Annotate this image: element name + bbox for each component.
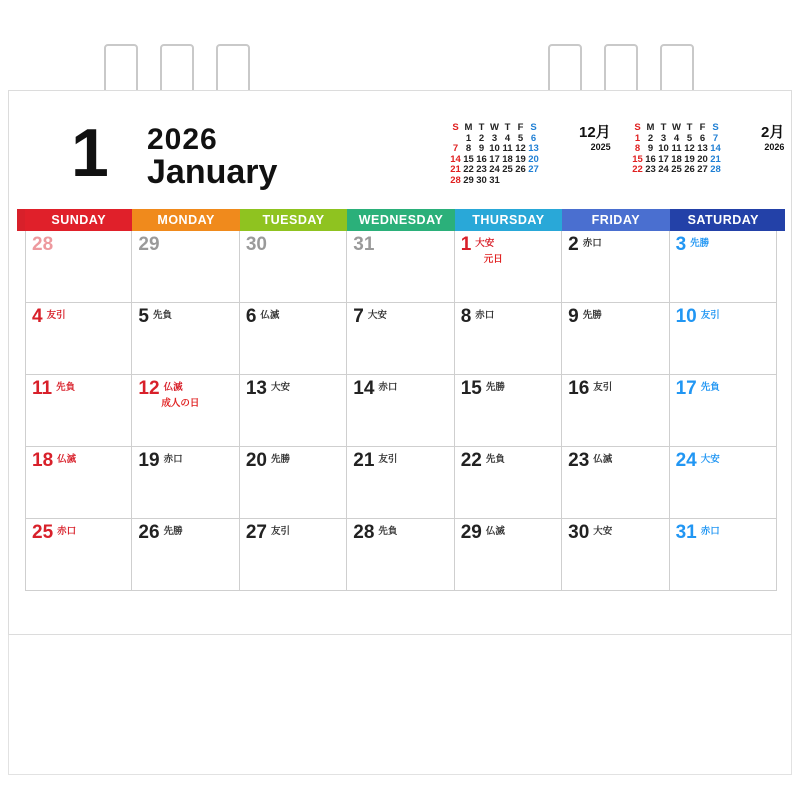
- day-cell[interactable]: [562, 231, 669, 303]
- day-number: 31: [353, 234, 375, 255]
- mini-day: 4: [504, 132, 511, 144]
- day-number: 20: [245, 450, 267, 471]
- day-number: 3: [675, 234, 687, 255]
- month-number: 1: [71, 115, 107, 191]
- rokuyo-label: 赤口: [475, 310, 495, 321]
- day-cell[interactable]: [25, 519, 132, 591]
- mini-day: 18: [502, 153, 513, 165]
- day-cell[interactable]: [562, 303, 669, 375]
- day-cell[interactable]: [240, 447, 347, 519]
- mini-day: 6: [699, 132, 706, 144]
- mini-day: 3: [660, 132, 667, 144]
- day-cell[interactable]: [132, 375, 239, 447]
- mini-weekday: T: [660, 122, 667, 133]
- rokuyo-label: 先負: [378, 526, 398, 537]
- rokuyo-label: 大安: [593, 526, 613, 537]
- day-number: 24: [675, 450, 697, 471]
- mini-day: 19: [515, 153, 526, 165]
- mini-day: 9: [647, 143, 654, 155]
- day-number: 13: [245, 378, 267, 399]
- mini-next-year: 2026: [764, 142, 785, 152]
- mini-day: 11: [502, 143, 513, 155]
- day-cell[interactable]: [25, 375, 132, 447]
- mini-day: 8: [465, 143, 472, 155]
- rokuyo-label: 友引: [270, 526, 290, 537]
- day-number: 26: [138, 522, 160, 543]
- rokuyo-label: 仏滅: [593, 454, 613, 465]
- mini-day: 10: [489, 143, 500, 155]
- mini-day: 27: [528, 164, 539, 176]
- calendar-grid: [25, 209, 777, 591]
- mini-day: 28: [450, 174, 461, 186]
- holiday-label: 元日: [483, 254, 503, 265]
- day-number: 25: [32, 522, 54, 543]
- mini-day: 13: [528, 143, 539, 155]
- day-cell[interactable]: [670, 375, 777, 447]
- rokuyo-label: 仏滅: [57, 454, 77, 465]
- rokuyo-label: 仏滅: [260, 310, 280, 321]
- mini-day: [514, 176, 527, 187]
- mini-day: 27: [697, 164, 708, 176]
- rokuyo-label: 先負: [700, 382, 720, 393]
- day-number: 4: [32, 306, 43, 327]
- day-cell[interactable]: [455, 231, 562, 303]
- mini-next-month: 2月: [761, 124, 785, 141]
- day-number: 14: [353, 378, 375, 399]
- mini-day: 14: [710, 143, 721, 155]
- mini-day: 14: [450, 153, 461, 165]
- mini-day: 20: [528, 153, 539, 165]
- day-cell[interactable]: [562, 375, 669, 447]
- calendar-stand: [8, 635, 792, 775]
- mini-day: 5: [686, 132, 693, 144]
- mini-day: 11: [671, 143, 682, 155]
- mini-prev-month: 12月: [579, 124, 611, 141]
- mini-day: 15: [463, 153, 474, 165]
- day-cell[interactable]: [25, 303, 132, 375]
- day-cell[interactable]: [240, 375, 347, 447]
- weekday-header-wednesday: WEDNESDAY: [347, 209, 454, 231]
- day-cell[interactable]: [670, 519, 777, 591]
- mini-weekday: T: [686, 122, 693, 133]
- mini-day: 31: [489, 174, 500, 186]
- holiday-label: 成人の日: [161, 398, 200, 409]
- rokuyo-label: 赤口: [378, 382, 398, 393]
- day-cell[interactable]: [455, 447, 562, 519]
- day-number: 5: [138, 306, 149, 327]
- day-number: 11: [32, 378, 53, 399]
- day-number: 6: [245, 306, 257, 327]
- mini-weekday: S: [452, 122, 459, 133]
- mini-next-label: [761, 121, 784, 152]
- left-edge-accent: [17, 209, 25, 231]
- rokuyo-label: 先勝: [270, 454, 290, 465]
- rokuyo-label: 友引: [46, 310, 66, 321]
- mini-weekday: S: [712, 122, 719, 133]
- day-number: 17: [675, 378, 697, 399]
- mini-day: 3: [491, 132, 498, 144]
- mini-day: 8: [634, 143, 641, 155]
- rokuyo-label: 大安: [475, 238, 495, 249]
- mini-day: 7: [452, 143, 459, 155]
- day-cell[interactable]: [132, 519, 239, 591]
- day-number: 22: [460, 450, 482, 471]
- mini-day: 5: [517, 132, 524, 144]
- day-number: 18: [32, 450, 54, 471]
- mini-day: 25: [671, 164, 682, 176]
- mini-day: 1: [465, 132, 472, 144]
- rokuyo-label: 仏滅: [485, 526, 505, 537]
- mini-day: 10: [658, 143, 669, 155]
- day-cell[interactable]: [562, 519, 669, 591]
- day-number: 29: [138, 234, 160, 255]
- day-number: 19: [138, 450, 160, 471]
- mini-weekday: S: [634, 122, 641, 133]
- mini-day: 26: [684, 164, 695, 176]
- day-number: 28: [32, 234, 54, 255]
- weekday-header-friday: FRIDAY: [562, 209, 669, 231]
- year-label: 2026: [147, 123, 218, 156]
- mini-day: 4: [673, 132, 680, 144]
- mini-day: 21: [710, 153, 721, 165]
- rokuyo-label: 赤口: [163, 454, 183, 465]
- mini-calendar-next: [631, 123, 722, 176]
- day-number: 9: [568, 306, 579, 327]
- mini-day: 29: [463, 174, 474, 186]
- mini-day: 1: [634, 132, 641, 144]
- mini-day: 16: [645, 153, 656, 165]
- mini-day: 2: [478, 132, 485, 144]
- mini-day: 9: [478, 143, 485, 155]
- day-cell[interactable]: [455, 303, 562, 375]
- day-cell[interactable]: [347, 375, 454, 447]
- mini-day: [527, 176, 540, 187]
- rokuyo-label: 先勝: [485, 382, 505, 393]
- mini-day: 7: [712, 132, 719, 144]
- month-name-label: January: [147, 153, 278, 191]
- calendar-card: [8, 90, 792, 635]
- rokuyo-label: 大安: [367, 310, 387, 321]
- rokuyo-label: 友引: [593, 382, 613, 393]
- day-number: 12: [138, 378, 160, 399]
- mini-day: 26: [515, 164, 526, 176]
- day-cell[interactable]: [347, 303, 454, 375]
- weekday-header-saturday: SATURDAY: [670, 209, 777, 231]
- day-number: 31: [675, 522, 697, 543]
- rokuyo-label: 赤口: [57, 526, 77, 537]
- rokuyo-label: 先勝: [582, 310, 602, 321]
- mini-day: 13: [697, 143, 708, 155]
- mini-day: 23: [476, 164, 487, 176]
- day-cell[interactable]: [132, 303, 239, 375]
- mini-day: [501, 176, 514, 187]
- rokuyo-label: 先負: [153, 310, 173, 321]
- mini-weekday: T: [504, 122, 511, 133]
- day-number: 7: [353, 306, 364, 327]
- day-cell[interactable]: [455, 519, 562, 591]
- mini-calendar-prev: [449, 123, 540, 187]
- day-number: 29: [460, 522, 482, 543]
- rokuyo-label: 仏滅: [163, 382, 183, 393]
- day-number: 27: [245, 522, 267, 543]
- day-cell[interactable]: [347, 231, 454, 303]
- mini-weekday: M: [464, 122, 473, 133]
- mini-day: 28: [710, 164, 721, 176]
- rokuyo-label: 先負: [485, 454, 505, 465]
- rokuyo-label: 先勝: [690, 238, 710, 249]
- day-number: 2: [568, 234, 579, 255]
- day-cell[interactable]: [670, 303, 777, 375]
- mini-day: 18: [671, 153, 682, 165]
- rokuyo-label: 赤口: [700, 526, 720, 537]
- mini-day: 21: [450, 164, 461, 176]
- day-cell[interactable]: [455, 375, 562, 447]
- mini-weekday: W: [672, 122, 681, 133]
- mini-day: 30: [476, 174, 487, 186]
- rokuyo-label: 先勝: [163, 526, 183, 537]
- weekday-header-tuesday: TUESDAY: [240, 209, 347, 231]
- mini-day: 24: [489, 164, 500, 176]
- day-number: 16: [568, 378, 590, 399]
- day-number: 8: [460, 306, 472, 327]
- day-number: 30: [568, 522, 590, 543]
- day-cell[interactable]: [670, 231, 777, 303]
- day-cell[interactable]: [25, 447, 132, 519]
- mini-day: 23: [645, 164, 656, 176]
- day-number: 23: [568, 450, 590, 471]
- mini-day: 25: [502, 164, 513, 176]
- mini-day: 17: [489, 153, 500, 165]
- mini-prev-year: 2025: [590, 142, 611, 152]
- rokuyo-label: 友引: [378, 454, 398, 465]
- day-cell[interactable]: [25, 231, 132, 303]
- rokuyo-label: 友引: [700, 310, 720, 321]
- day-cell[interactable]: [562, 447, 669, 519]
- day-cell[interactable]: [347, 519, 454, 591]
- day-cell[interactable]: [347, 447, 454, 519]
- right-edge-accent: [777, 209, 785, 231]
- day-number: 15: [460, 378, 482, 399]
- weekday-header-row: [25, 209, 777, 231]
- day-cell[interactable]: [240, 303, 347, 375]
- weekday-header-sunday: SUNDAY: [25, 209, 132, 231]
- mini-day: 22: [632, 164, 643, 176]
- day-cell[interactable]: [240, 231, 347, 303]
- mini-weekday: T: [478, 122, 485, 133]
- day-cell[interactable]: [132, 231, 239, 303]
- day-number: 28: [353, 522, 375, 543]
- weekday-header-thursday: THURSDAY: [455, 209, 562, 231]
- mini-day: 19: [684, 153, 695, 165]
- day-number: 10: [675, 306, 697, 327]
- mini-weekday: M: [646, 122, 655, 133]
- rokuyo-label: 大安: [700, 454, 720, 465]
- weekday-header-monday: MONDAY: [132, 209, 239, 231]
- rokuyo-label: 先負: [56, 382, 76, 393]
- mini-prev-label: [579, 121, 611, 152]
- mini-day: 15: [632, 153, 643, 165]
- mini-day: 2: [647, 132, 654, 144]
- day-cell[interactable]: [240, 519, 347, 591]
- day-number: 1: [460, 234, 472, 255]
- mini-weekday: S: [530, 122, 537, 133]
- mini-day: 6: [530, 132, 537, 144]
- mini-day: 12: [515, 143, 526, 155]
- mini-day: 22: [463, 164, 474, 176]
- day-cells: [25, 231, 777, 591]
- mini-weekday: F: [517, 122, 524, 133]
- mini-day: 17: [658, 153, 669, 165]
- mini-day: 12: [684, 143, 695, 155]
- mini-day: 24: [658, 164, 669, 176]
- day-number: 30: [245, 234, 267, 255]
- mini-day: 20: [697, 153, 708, 165]
- day-cell[interactable]: [132, 447, 239, 519]
- mini-weekday: W: [490, 122, 499, 133]
- day-cell[interactable]: [670, 447, 777, 519]
- mini-day: 16: [476, 153, 487, 165]
- day-number: 21: [353, 450, 375, 471]
- mini-weekday: F: [699, 122, 706, 133]
- rokuyo-label: 赤口: [582, 238, 602, 249]
- rokuyo-label: 大安: [270, 382, 290, 393]
